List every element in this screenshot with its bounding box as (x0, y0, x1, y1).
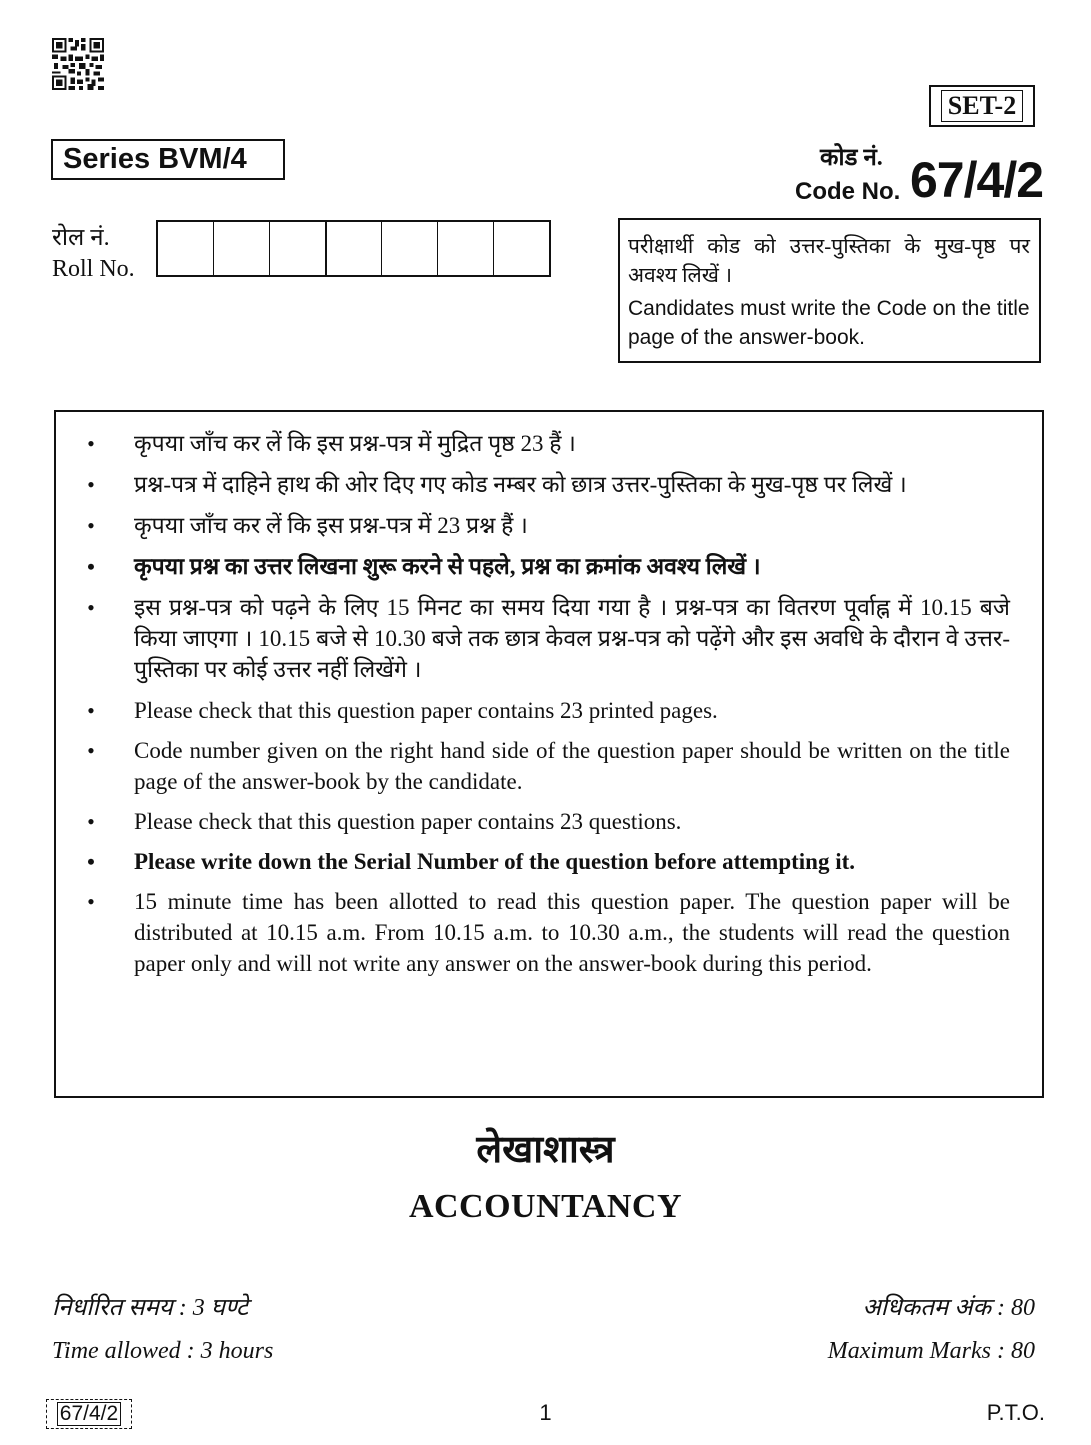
instruction-text: Please check that this question paper contains 23 questions. (134, 809, 682, 834)
instruction-text: कृपया प्रश्न का उत्तर लिखना शुरू करने से पहले, प्रश्न का क्रमांक अवश्य लिखें । (134, 554, 761, 579)
roll-label-english: Roll No. (52, 256, 135, 282)
bullet-icon: • (87, 809, 95, 834)
max-marks-english: Maximum Marks : 80 (827, 1338, 1035, 1364)
code-label-hindi: कोड नं. (820, 145, 883, 171)
bullet-icon: • (87, 513, 95, 538)
bullet-icon: • (87, 595, 95, 620)
instruction-item (84, 592, 1010, 685)
instruction-text: कृपया जाँच कर लें कि इस प्रश्न-पत्र में 23 प्रश्न हैं । (134, 513, 528, 538)
pto-label: P.T.O. (986, 1400, 1045, 1425)
instruction-text: कृपया जाँच कर लें कि इस प्रश्न-पत्र में मुद्रित पृष्ठ 23 हैं । (134, 431, 576, 456)
instruction-item (84, 510, 1010, 541)
max-marks-hindi: अधिकतम अंक : 80 (862, 1295, 1035, 1321)
time-allowed-english: Time allowed : 3 hours (52, 1338, 274, 1364)
instructions-list (84, 428, 1010, 979)
roll-digit-box[interactable] (382, 222, 438, 275)
page-number: 1 (539, 1400, 552, 1425)
bullet-icon: • (87, 698, 95, 723)
instruction-text: Please write down the Serial Number of the question before attempting it. (134, 849, 856, 874)
instruction-text: 15 minute time has been allotted to read this question paper. The question paper will be distributed at 10.15 a.m. From 10.15 a.m. to 10.30 a.m., the students will read the question paper only and will not write any answer on the answer-book during this period. (134, 889, 1010, 976)
code-number: 67/4/2 (910, 152, 1044, 208)
subject-title-english: ACCOUNTANCY (408, 1188, 683, 1225)
roll-label-hindi: रोल नं. (52, 225, 110, 251)
instruction-text: इस प्रश्न-पत्र को पढ़ने के लिए 15 मिनट का समय दिया गया है । प्रश्न-पत्र का वितरण पूर्वाह्न में 10.15 बजे किया जाएगा । 10.15 बजे से 10.30 बजे तक छात्र केवल प्रश्न-पत्र को पढ़ेंगे और इस अवधि के दौरान वे उत्तर-पुस्तिका पर कोई उत्तर नहीं लिखेंगे । (134, 595, 1010, 682)
instruction-text: Code number given on the right hand side of the question paper should be written on the title page of the answer-book by the candidate. (134, 738, 1010, 794)
instruction-item (84, 469, 1010, 500)
bullet-icon: • (87, 472, 95, 497)
roll-digit-box[interactable] (214, 222, 270, 275)
qr-code-icon (52, 38, 104, 90)
roll-digit-box[interactable] (270, 222, 326, 275)
instruction-item (84, 428, 1010, 459)
bullet-icon: • (87, 431, 95, 456)
roll-digit-box[interactable] (158, 222, 214, 275)
instruction-item (84, 551, 1010, 582)
instructions-box (54, 410, 1044, 1098)
candidate-note-hindi: परीक्षार्थी कोड को उत्तर-पुस्तिका के मुख-पृष्ठ पर अवश्य लिखें । (628, 234, 1030, 287)
instruction-item (84, 695, 1010, 726)
bullet-icon: • (87, 849, 95, 874)
candidate-note-box (618, 218, 1041, 363)
footer-code: 67/4/2 (57, 1402, 121, 1426)
roll-digit-box[interactable] (494, 222, 549, 275)
time-allowed-hindi: निर्धारित समय : 3 घण्टे (52, 1295, 249, 1321)
instruction-item (84, 735, 1010, 797)
roll-digit-box[interactable] (326, 222, 383, 275)
bullet-icon: • (87, 554, 95, 579)
bullet-icon: • (87, 738, 95, 763)
subject-title-hindi: लेखाशास्त्र (476, 1129, 615, 1171)
set-badge (929, 85, 1035, 127)
instruction-text: प्रश्न-पत्र में दाहिने हाथ की ओर दिए गए कोड नम्बर को छात्र उत्तर-पुस्तिका के मुख-पृष्ठ पर लिखें । (134, 472, 907, 497)
roll-digit-box[interactable] (438, 222, 494, 275)
candidate-note-english: Candidates must write the Code on the title page of the answer-book. (628, 297, 1030, 349)
instruction-text: Please check that this question paper contains 23 printed pages. (134, 698, 718, 723)
bullet-icon: • (87, 889, 95, 914)
roll-number-boxes[interactable] (156, 220, 551, 277)
instruction-item (84, 846, 1010, 877)
instruction-item (84, 806, 1010, 837)
series-label: Series BVM/4 (51, 139, 285, 180)
code-label-english: Code No. (795, 178, 901, 205)
set-label: SET-2 (941, 90, 1023, 122)
instruction-item (84, 886, 1010, 979)
